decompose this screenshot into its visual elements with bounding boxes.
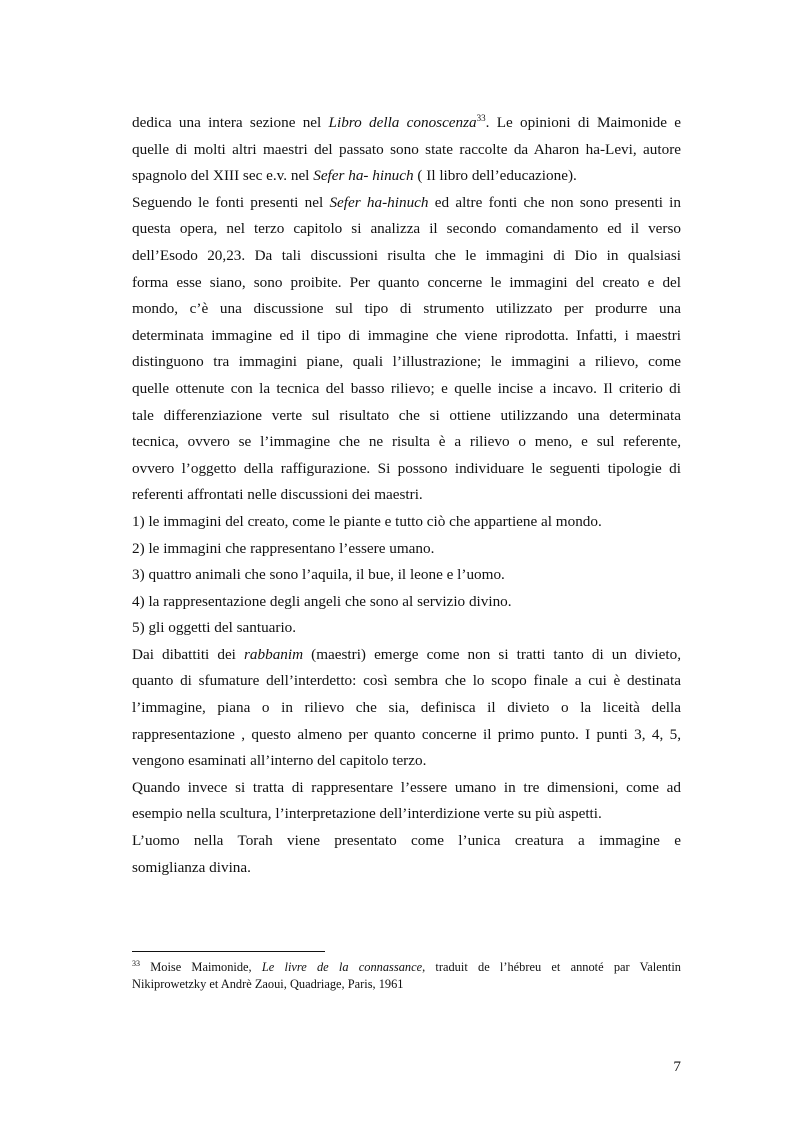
- text-line: Seguendo le fonti presenti nel Sefer ha-hinuch ed altre fonti che non sono presenti in: [132, 193, 681, 211]
- text-line: tale differenziazione verte sul risultato che si ottiene utilizzando una determinata: [132, 406, 681, 424]
- text-line: L’uomo nella Torah viene presentato come l’unica creatura a immagine e: [132, 832, 681, 850]
- text-line: quelle di molti altri maestri del passato sono state raccolte da Aharon ha-Levi, autore: [132, 140, 681, 158]
- text-line: mondo, c’è una discussione sul tipo di strumento utilizzato per produrre una: [132, 300, 681, 318]
- footnote-separator: [132, 951, 325, 952]
- italic-term: rabbanim: [244, 645, 304, 663]
- list-item: 1) le immagini del creato, come le piante e tutto ciò che appartiene al mondo.: [132, 512, 602, 530]
- text-line: referenti affrontati nelle discussioni dei maestri.: [132, 486, 423, 504]
- footnote-reference[interactable]: 33: [476, 113, 486, 123]
- list-item: 4) la rappresentazione degli angeli che sono al servizio divino.: [132, 592, 512, 610]
- book-title: Libro della conoscenza: [328, 114, 477, 131]
- footnote-line: $^{33}$ Moise Maimonide, Le livre de la connassance, traduit de l’hébreu et annoté par Valentin: [132, 959, 681, 974]
- book-title: Sefer ha- hinuch: [313, 167, 414, 185]
- text-line: dedica una intera sezione nel Libro della conoscenza$^{33}$. Le opinioni di Maimonide e: [132, 113, 681, 131]
- text-line: distinguono tra immagini piane, quali l’illustrazione; le immagini a rilievo, come: [132, 353, 681, 371]
- book-title: Le livre de la connassance: [261, 960, 423, 974]
- text-line: rappresentazione , questo almeno per quanto concerne il primo punto. I punti 3, 4, 5,: [132, 725, 681, 743]
- text-line: esempio nella scultura, l’interpretazione dell’interdizione verte su più aspetti.: [132, 805, 602, 823]
- text-line: quelle ottenute con la tecnica del basso rilievo; e quelle incise a incavo. Il criterio di: [132, 379, 681, 397]
- text-line: spagnolo del XIII sec e.v. nel Sefer ha- hinuch ( Il libro dell’educazione).: [132, 167, 577, 185]
- text-line: dell’Esodo 20,23. Da tali discussioni risulta che le immagini di Dio in qualsiasi: [132, 246, 681, 264]
- list-item: 3) quattro animali che sono l’aquila, il bue, il leone e l’uomo.: [132, 566, 505, 584]
- text-line: l’immagine, piana o in rilievo che sia, definisca il divieto o la liceità della: [132, 699, 681, 717]
- text-line: vengono esaminati all’interno del capitolo terzo.: [132, 752, 427, 770]
- footnote: [132, 959, 681, 993]
- text-line: forma esse siano, sono proibite. Per quanto concerne le immagini del creato e del: [132, 273, 681, 291]
- list-item: 2) le immagini che rappresentano l’essere umano.: [132, 539, 435, 557]
- page-number: 7: [673, 1058, 681, 1075]
- text-line: Dai dibattiti dei rabbanim (maestri) emerge come non si tratti tanto di un divieto,: [132, 645, 681, 663]
- text-line: tecnica, ovvero se l’immagine che ne risulta è a rilievo o meno, e sul referente,: [132, 433, 681, 451]
- book-title: Sefer ha-hinuch: [329, 193, 429, 211]
- list-item: 5) gli oggetti del santuario.: [132, 619, 297, 637]
- text-line: questa opera, nel terzo capitolo si analizza il secondo comandamento ed il verso: [132, 220, 681, 238]
- text-line: somiglianza divina.: [132, 858, 251, 876]
- text-line: quanto di sfumature dell’interdetto: così sembra che lo scopo finale a cui è destinata: [132, 672, 681, 690]
- body-text: [132, 110, 681, 881]
- text-line: Quando invece si tratta di rappresentare l’essere umano in tre dimensioni, come ad: [132, 778, 681, 796]
- footnote-number: 33: [132, 959, 140, 968]
- text-line: determinata immagine ed il tipo di immagine che viene riprodotta. Infatti, i maestri: [132, 326, 681, 344]
- footnote-line: Nikiprowetzky et Andrè Zaoui, Quadriage, Paris, 1961: [132, 977, 404, 991]
- text-line: ovvero l’oggetto della raffigurazione. Si possono individuare le seguenti tipologie di: [132, 459, 681, 477]
